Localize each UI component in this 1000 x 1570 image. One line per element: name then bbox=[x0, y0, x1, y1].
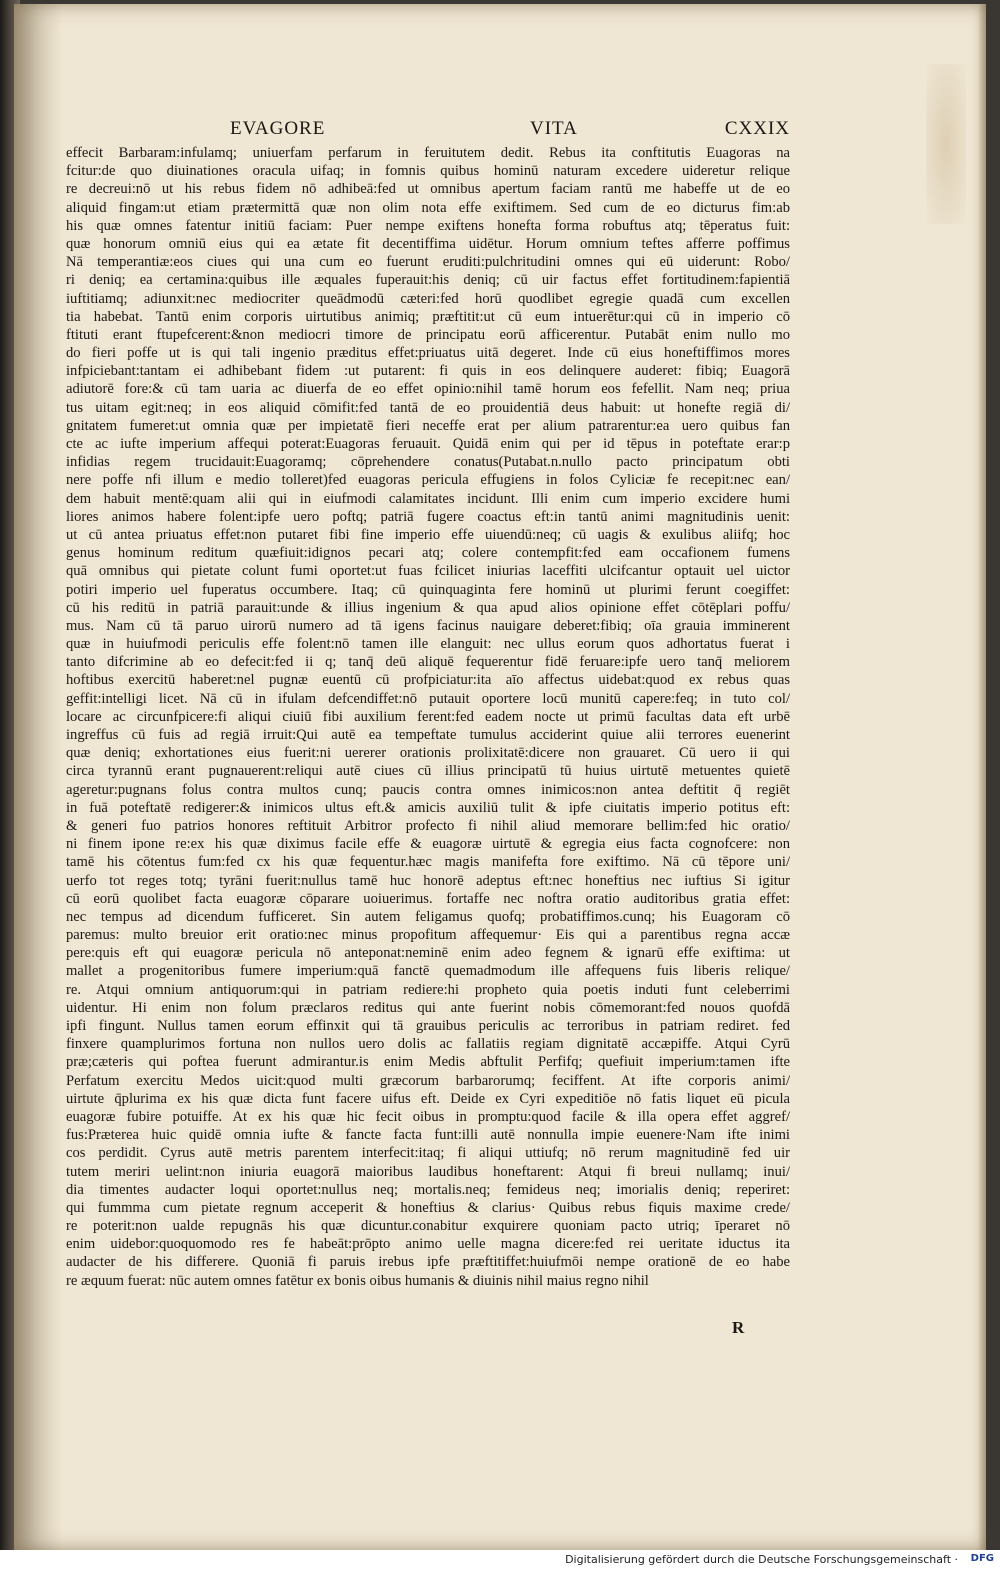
text-line: quæ in huiufmodi periculis effe folent:nō tamen ille elanguit: nec ullus eorum quos adhortatus fuerat i bbox=[66, 636, 790, 653]
text-line: & generi fuo patrios honores reftituit Arbitror profecto fi nihil aliud memorare bellim:fed hic oratio/ bbox=[66, 817, 790, 834]
text-line: re. Atqui omnium antiquorum:qui in patriam rediere:hi propheto quia poetis induti funt celeberrimi bbox=[66, 981, 790, 998]
folio-number: CXXIX bbox=[724, 118, 790, 139]
text-line: infpiciebant:tantam ei adhibebant fidem :ut putarent: fi quis in eos delinquere auderet: fibiq; Euagorā bbox=[66, 363, 790, 380]
text-line: tamē his cōtentus fum:fed cx his quæ fequentur.hæc magis manifefta fore exiftimo. Nā cū tēpore uni/ bbox=[66, 854, 790, 871]
page-edge bbox=[978, 4, 986, 1550]
text-line: tus uitam egit:neq; in eos aliquid cōmifit:fed tantā de eo prouidentiā deus habuit: ut honefte regiā di/ bbox=[66, 399, 790, 416]
text-line: nere poffe nfi illum e medio tolleret)fed euagoras pericula effugiens in folos Cyliciæ fe recepit:nec ean/ bbox=[66, 472, 790, 489]
running-head-left: EVAGORE bbox=[230, 118, 326, 139]
text-line: euagoræ fubire potuiffe. At ex his quæ hic fecit oibus in promptu:quod facile & illa opera effet aggref/ bbox=[66, 1108, 790, 1125]
running-head-center: VITA bbox=[530, 118, 578, 139]
text-line: quæ honorum omniū eius qui ea ætate fit decentiffima uidētur. Horum omnium teftes afferre poffimus bbox=[66, 235, 790, 252]
text-line: potiri imperio uel fuperatus occumbere. Itaq; cū quinquaginta fere hominū ut plurimi ferunt coegiffet: bbox=[66, 581, 790, 598]
text-line: audacter de his differere. Quoniā fi paruis irebus ipfe præftitiffet:huiufmōi nempe orationē de eo habe bbox=[66, 1254, 790, 1271]
text-line: cos perdidit. Cyrus autē metris parentem interfecit:itaq; fi aliqui uttiufq; nō rerum magnitudinē fed uir bbox=[66, 1145, 790, 1162]
text-line: cū his reditū in patriā parauit:unde & illius ingenium & qua apud alios opinione effet cōtēplari poffu/ bbox=[66, 599, 790, 616]
funding-note: Digitalisierung gefördert durch die Deutsche Forschungsgemeinschaft · bbox=[565, 1553, 958, 1566]
text-line: dem habuit mentē:quam alii qui in eiufmodi calamitates incidunt. Illi enim cum imperio excidere humi bbox=[66, 490, 790, 507]
text-line: re poterit:non ualde repugnās his quæ dicuntur.conabitur exquirere quoniam pacto utriq; īperaret nō bbox=[66, 1218, 790, 1235]
text-line: do fieri poffe ut is qui tali ingenio præditus effet:priuatus uitā degeret. Inde cū eius honeftiffimos mores bbox=[66, 345, 790, 362]
text-line: ingreffus cū fuis ad regiā irruit:Qui autē ea tempeftate tumulus acciderint quiue alii terrores euenerint bbox=[66, 727, 790, 743]
text-line: quæ deniq; exhortationes eius fuerit:ni uererer orationis prolixitatē:dicere non grauaret. Cū uero ii qui bbox=[66, 745, 790, 762]
text-line: mus. Nam cū tā paruo uirorū numero ad tā igens facinus nauigare deberet:fibiq; oīa grauia imminerent bbox=[66, 617, 790, 634]
text-line: adiutorē fore:& cū tam uaria ac diuerfa de eo effet opinio:nihil tamē horum eos fefellit. Nam neq; priua bbox=[66, 381, 790, 398]
text-line: finxere quamplurimos fortuna non nullos uero dolis ac fallatiis regiam dignitatē accæpiffe. Atqui Cyrū bbox=[66, 1036, 790, 1053]
text-line: tanto difcrimine ab eo defecit:fed ii q; tanq̄ deū aliquē fequerentur fidē feruare:ipfe uero tanq̄ meliorem bbox=[66, 654, 790, 671]
text-line: circa tyrannū erant pugnauerent:reliqui autē ciues cū illius principatū tū huius uirtutē metuentes quietē bbox=[66, 763, 790, 780]
gutter-shadow bbox=[14, 4, 62, 1550]
text-line: in fuā poteftatē redigerer:& inimicos ultus eft.& amicis auxiliū tulit & ipfe ciuitatis imperio potitus eft: bbox=[66, 799, 790, 816]
body-text bbox=[66, 144, 790, 1290]
text-line: ni finem ipone re:ex his quæ diximus facile effe & euagoræ uirtutē & egregia eius facta cognofcere: non bbox=[66, 836, 790, 853]
text-line: Perfatum exercitu Medos uicit:quod multi græcorum barbarorumq; feciffent. At ifte corporis animi/ bbox=[66, 1072, 790, 1089]
signature-mark: R bbox=[732, 1318, 745, 1337]
text-line: iuftitiamq; adiunxit:nec mediocriter queādmodū cæteri:fed horū quodlibet egregie quadā cum excellen bbox=[66, 290, 790, 307]
text-line: ipfi fingunt. Nullus tamen eorum effinxit qui tā grauibus periculis ac terroribus in patriam rediret. fed bbox=[66, 1018, 790, 1034]
text-line: ri deniq; ea certamina:quibus ille æquales fuperauit:his deniq; cū uir factus effet fortitudinem:fapientiā bbox=[66, 272, 790, 289]
text-line: effecit Barbaram:infulamq; uniuerfam perfarum in feruitutem dedit. Rebus ita conftitutis Euagoras na bbox=[66, 145, 790, 161]
text-line: uidentur. Hi enim non folum præclaros reditus qui ante fuerint nobis cōmemorant:fed nouos quofdā bbox=[66, 999, 790, 1016]
text-line: liores animos habere folent:ipfe uero poftq; patriā fugere coactus eft:in tantū animi magnitudinis uenit: bbox=[66, 508, 790, 525]
text-line: ut cū antea priuatus effet:non putaret fibi fine imperio effe uiuendū:neq; cū uagis & exulibus aliifq; hoc bbox=[66, 526, 790, 543]
text-line: genus hominum reditum quæfiuit:idignos pecari atq; colere contempfit:fed eam occafionem fumens bbox=[66, 545, 790, 562]
text-line: infidias regem trucidauit:Euagoramq; cōprehendere conatus(Putabat.n.nullo pacto principatum obti bbox=[66, 454, 790, 471]
text-line: dia timentes audacter loqui oportet:nullus neq; mortalis.neq; femideus neq; imorialis deniq; reperiret: bbox=[66, 1181, 790, 1198]
text-line: quā omnibus qui pietate colunt fumi oportet:ut fuas fcilicet iniurias laceffiti ulcifcantur optauit uel uictor bbox=[66, 563, 790, 580]
text-line: hoftibus exercitū haberet:nel pugnæ euentū cū profpiciatur:ita aīo affectus uidebat:quod ex rebus quas bbox=[66, 672, 790, 689]
text-line: mallet a progenitoribus fumere imperium:quā fanctē quemadmodum ille affequens fuis liberis relique/ bbox=[66, 963, 790, 980]
text-line: cū eorū quolibet facta euagoræ cōparare uoiuerimus. fortaffe nec noftra oratio auditoribus gratia effet: bbox=[66, 890, 790, 907]
text-line: paremus: multo breuior erit oratio:nec minus propofitum affequemur· Eis qui a parentibus regna accæ bbox=[66, 927, 790, 944]
dfg-logo: DFG bbox=[970, 1553, 994, 1564]
text-line: nec tempus ad dicendum fufficeret. Sin autem feligamus quofq; probatiffimos.cunq; his Euagoram cō bbox=[66, 908, 790, 925]
text-line: gnitatem fumeret:ut omnia quæ per impietatē fieri neceffe erat per alium patrarentur:ea uero quibus fan bbox=[66, 417, 790, 434]
text-line: ftituti erant ftupefcerent:&non mediocri timore de principatu eorū afficerentur. Putabāt enim nullo mo bbox=[66, 326, 790, 343]
text-line: cte ac iufte imperium affequi poterat:Euagoras feruauit. Quidā enim qui per id tēpus in poteftate erar:p bbox=[66, 436, 790, 452]
text-line: tia habebat. Tantū enim corporis uirtutibus animiq; præftitit:ut cū eum intuerētur:qui cū in imperio cō bbox=[66, 308, 790, 325]
text-line: fus:Præterea huic quidē omnia iufte & fancte facta funt:illi autē nonnulla impie euenere·Nam ifte inimi bbox=[66, 1127, 790, 1144]
text-line: re decreui:nō ut his rebus fidem nō adhibeā:fed ut omnibus apertum faciam rantū me habeffe ut de eo bbox=[66, 181, 790, 198]
text-line: uerfo tot reges totq; tyrāni fuerit:nullus tamē huc honorē adeptus eft:nec honeftius nec iuftius Si igitur bbox=[66, 872, 790, 889]
text-line: geffit:intelligi licet. Nā cū in ifulam defcendiffet:nō putauit oportere locū munitū capere:feq; in tuto col/ bbox=[66, 690, 790, 707]
text-line: locare ac circunfpicere:fi aliqui ciuiū fibi auxilium ferent:fed eadem nocte ut primū facultas data eft urbē bbox=[66, 708, 790, 725]
text-line: fcitur:de quo diuinationes oracula uifaq; in fomnis quibus hominū naturam excedere uideretur relique bbox=[66, 163, 790, 180]
text-line: tutem meriri uelint:non iniuria euagorā maioribus laudibus honeftarent: Atqui fi breui nullamq; inui/ bbox=[66, 1163, 790, 1180]
text-line: pere:quis eft qui euagoræ pericula nō anteponat:neminē enim adeo fegnem & ignarū effe exiftima: ut bbox=[66, 945, 790, 962]
text-line: his quæ omnes fatentur initiū faciam: Puer nempe exiftens honefta forma robuftus atq; tēperatus fuit: bbox=[66, 217, 790, 234]
digitization-footer bbox=[0, 1550, 1000, 1570]
paper-stain bbox=[926, 64, 966, 224]
text-line: ageretur:pugnans folus contra multos cunq; paucis contra omnes inimicos:non antea deftitit q̄ regiēt bbox=[66, 781, 790, 798]
text-line: qui fummma cum pietate regnum acceperit & honeftius & clarius· Quibus rebus fiquis maxime crede/ bbox=[66, 1199, 790, 1216]
text-line: enim uidebor:quoquomodo res fe habeāt:prōpto animo uelle magna dicere:fed rei ueritate iductus ita bbox=[66, 1236, 790, 1253]
text-line: Nā temperantiæ:eos ciues qui una cum eo fuerunt eruditi:pulchritudini omnes qui eū uiderunt: Robo/ bbox=[66, 254, 790, 271]
text-line: re æquum fuerat: nūc autem omnes fatētur ex bonis oibus humanis & diuinis nihil maius regno nihil bbox=[66, 1272, 649, 1289]
text-line: præ;cæteris qui poftea fuerunt admirantur.is enim Medis abftulit Perfifq; quefiuit imperium:tamen ifte bbox=[66, 1054, 790, 1071]
text-line: aliquid fingam:ut etiam prætermittā quæ non olim nota effe exiftimem. Sed cum de eo dicturus fim:ab bbox=[66, 199, 790, 216]
text-line: uirtute q̄plurima ex his quæ dicta funt facere uifus eft. Deide ex Cyri expeditiōe nō fatis liquet eū picula bbox=[66, 1090, 790, 1107]
